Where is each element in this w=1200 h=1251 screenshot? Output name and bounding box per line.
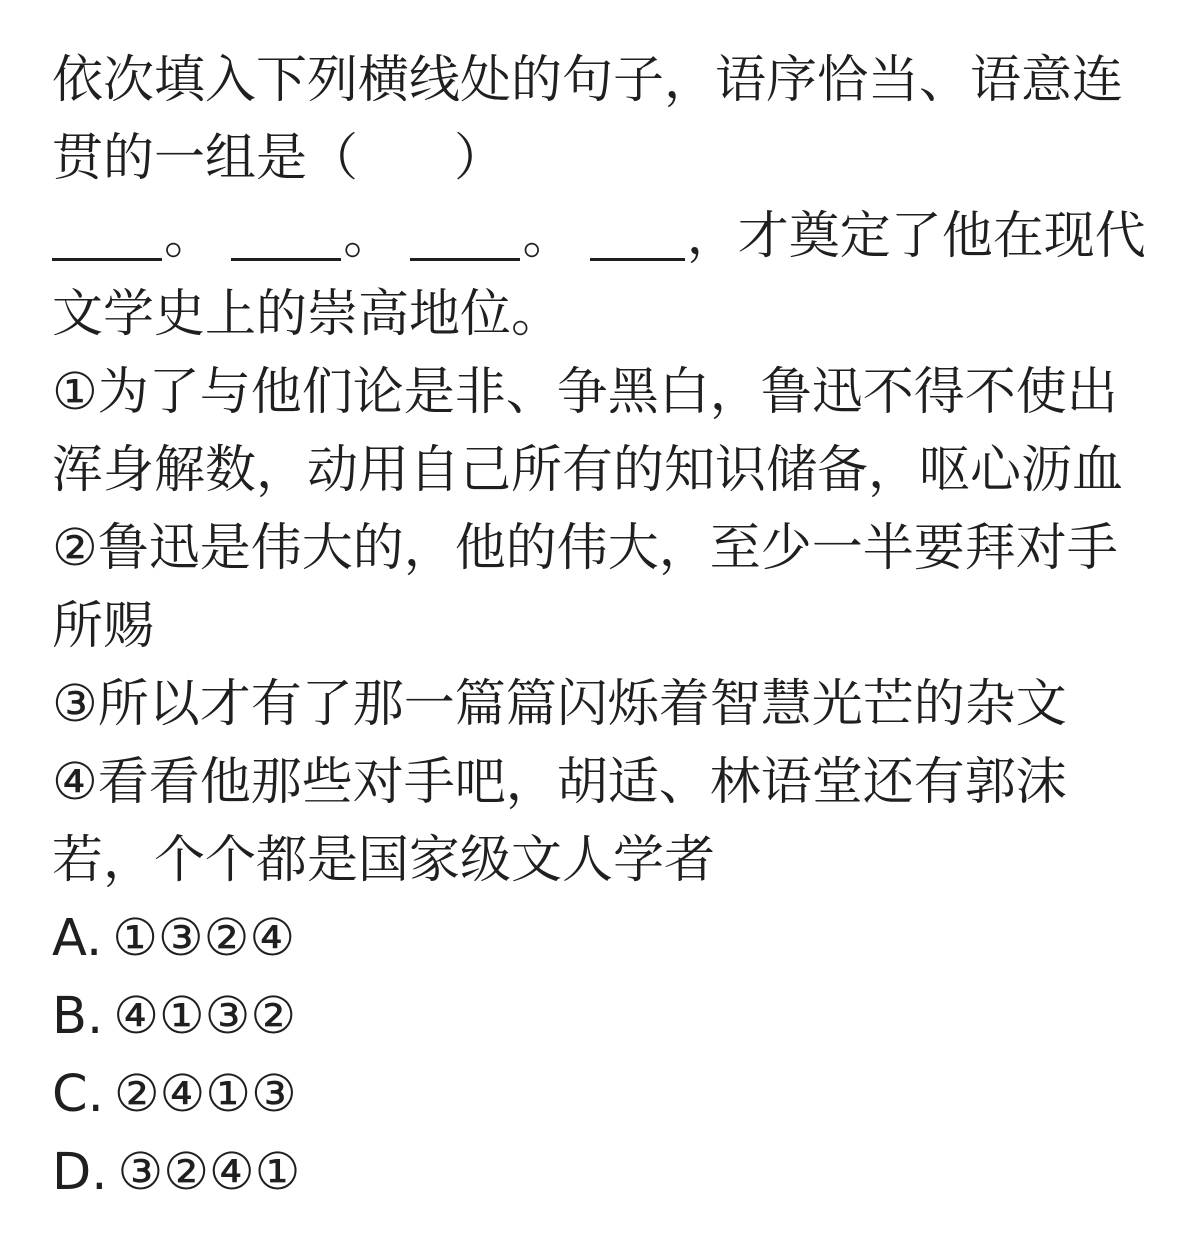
option-a-label: A. bbox=[52, 909, 103, 968]
option-d-value: ③②④① bbox=[117, 1143, 301, 1202]
option-d-label: D. bbox=[52, 1143, 108, 1202]
blank-separator-3: 。 bbox=[522, 207, 574, 266]
option-b[interactable] bbox=[52, 978, 1148, 1056]
question-stem-text: 贯的一组是（ bbox=[52, 129, 359, 188]
sentence-4-line-1: ④看看他那些对手吧，胡适、林语堂还有郭沫 bbox=[52, 753, 1067, 812]
blank-2 bbox=[231, 218, 341, 261]
sentence-4-line-2: 若，个个都是国家级文人学者 bbox=[52, 831, 716, 890]
blank-1 bbox=[52, 218, 162, 261]
sentence-2-line-2: 所赐 bbox=[52, 597, 155, 656]
question-stem-line-2 bbox=[52, 120, 1148, 198]
answer-paren-close: ） bbox=[454, 129, 506, 188]
sentence-2-line-1: ②鲁迅是伟大的，他的伟大，至少一半要拜对手 bbox=[52, 519, 1118, 578]
blank-4 bbox=[590, 218, 685, 261]
passage-tail-text: ，才奠定了他在现代 bbox=[686, 207, 1146, 266]
option-c[interactable] bbox=[52, 1056, 1148, 1134]
option-a[interactable] bbox=[52, 900, 1148, 978]
passage-line-1 bbox=[52, 198, 1148, 276]
option-c-label: C. bbox=[52, 1065, 104, 1124]
blank-3 bbox=[410, 218, 520, 261]
option-d[interactable] bbox=[52, 1134, 1148, 1212]
sentence-1-line-1: ①为了与他们论是非、争黑白，鲁迅不得不使出 bbox=[52, 363, 1118, 422]
question-document bbox=[52, 42, 1148, 1212]
option-b-value: ④①③② bbox=[113, 987, 297, 1046]
blank-separator-1: 。 bbox=[164, 207, 216, 266]
question-stem-line-1: 依次填入下列横线处的句子，语序恰当、语意连 bbox=[52, 51, 1124, 110]
option-a-value: ①③②④ bbox=[112, 909, 296, 968]
option-b-label: B. bbox=[52, 987, 104, 1046]
passage-line-2: 文学史上的崇高地位。 bbox=[52, 285, 563, 344]
sentence-1-line-2: 浑身解数，动用自己所有的知识储备，呕心沥血 bbox=[52, 441, 1124, 500]
blank-separator-2: 。 bbox=[343, 207, 395, 266]
sentence-3-line-1: ③所以才有了那一篇篇闪烁着智慧光芒的杂文 bbox=[52, 675, 1067, 734]
option-c-value: ②④①③ bbox=[113, 1065, 297, 1124]
